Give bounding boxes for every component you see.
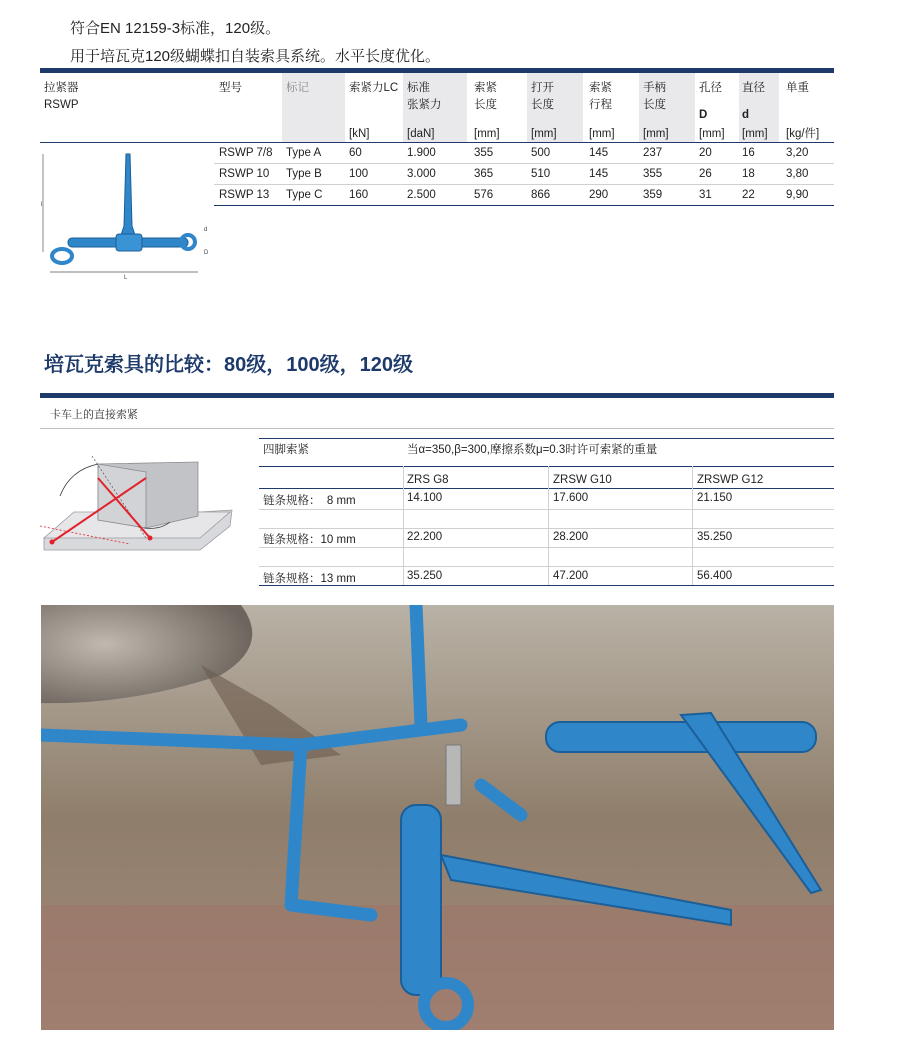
table-cell: 290 xyxy=(589,189,609,201)
table-cell: 22 xyxy=(742,189,755,201)
table-cell: 237 xyxy=(643,147,663,159)
capacity-value: 14.100 xyxy=(407,492,443,504)
col-header-label: 标准 张紧力 xyxy=(407,82,442,111)
chain-size-label: 链条规格：13 mm xyxy=(263,573,356,585)
col-header-label: 标记 xyxy=(286,82,309,94)
table-cell: RSWP 13 xyxy=(219,189,270,201)
capacity-value: 17.600 xyxy=(553,492,589,504)
col-header-symbol: d xyxy=(742,109,750,121)
col-header-unit: [mm] xyxy=(474,128,500,140)
intro-line-1: 符合EN 12159-3标准，120级。 xyxy=(70,20,281,37)
row-divider xyxy=(214,163,834,164)
table-cell: RSWP 10 xyxy=(219,168,270,180)
capacity-value: 47.200 xyxy=(553,570,589,582)
col-header-label: 型号 xyxy=(219,82,242,94)
tag-icon xyxy=(446,745,461,805)
anchor-point-icon xyxy=(148,536,153,541)
comp-header-bottom-rule xyxy=(259,466,834,467)
binder-barrel-icon xyxy=(401,805,441,995)
col-header-label: 索紧 长度 xyxy=(474,82,497,111)
comparison-subtitle: 卡车上的直接索紧 xyxy=(50,409,138,421)
chain-size-label: 链条规格： 8 mm xyxy=(263,495,356,507)
comparison-title: 培瓦克索具的比较：80级，100级，120级 xyxy=(44,354,413,376)
capacity-value: 21.150 xyxy=(697,492,733,504)
table-bottom-rule xyxy=(214,205,834,206)
col-header-unit: [mm] xyxy=(531,128,557,140)
table-cell: 1.900 xyxy=(407,147,436,159)
table-cell: 9,90 xyxy=(786,189,809,201)
column-divider xyxy=(548,466,549,585)
table-cell: Type C xyxy=(286,189,323,201)
grade-header: ZRS G8 xyxy=(407,474,449,486)
dimension-l-label: l xyxy=(41,202,43,208)
table-cell: 26 xyxy=(699,168,712,180)
row-divider xyxy=(259,509,834,510)
table-cell: 3,80 xyxy=(786,168,809,180)
table-cell: 160 xyxy=(349,189,369,201)
table-cell: 145 xyxy=(589,168,609,180)
col-header-label: 索紧 行程 xyxy=(589,82,612,111)
capacity-value: 28.200 xyxy=(553,531,589,543)
col-header-unit: [mm] xyxy=(742,128,768,140)
eye-left-icon xyxy=(52,249,72,263)
grade-header: ZRSW G10 xyxy=(553,474,612,486)
capacity-value: 22.200 xyxy=(407,531,443,543)
anchor-point-icon xyxy=(50,540,55,545)
grade-header: ZRSWP G12 xyxy=(697,474,764,486)
table-cell: 576 xyxy=(474,189,494,201)
product-name: 拉紧器 xyxy=(44,82,79,94)
table-cell: 18 xyxy=(742,168,755,180)
capacity-value: 35.250 xyxy=(407,570,443,582)
col-header-label: 索紧力LC xyxy=(349,82,399,94)
col-header-symbol: D xyxy=(699,109,708,121)
table-cell: 866 xyxy=(531,189,551,201)
dimension-L-label: L xyxy=(124,275,128,281)
row-divider xyxy=(259,528,834,529)
binder-barrel-icon xyxy=(546,722,816,752)
table-cell: 31 xyxy=(699,189,712,201)
table-cell: 20 xyxy=(699,147,712,159)
table-cell: 355 xyxy=(643,168,663,180)
table-cell: 16 xyxy=(742,147,755,159)
table-cell: 510 xyxy=(531,168,551,180)
comparison-top-rule xyxy=(40,393,834,398)
table-cell: 2.500 xyxy=(407,189,436,201)
table-cell: 145 xyxy=(589,147,609,159)
table-cell: Type B xyxy=(286,168,322,180)
handle-icon xyxy=(118,154,138,244)
dimension-D-label: D xyxy=(204,250,209,256)
comp-header-top-rule xyxy=(259,438,834,439)
col-header-label: 手柄 长度 xyxy=(643,82,666,111)
table-cell: 3.000 xyxy=(407,168,436,180)
ratchet-body-icon xyxy=(116,234,142,251)
table-cell: 100 xyxy=(349,168,369,180)
product-photo xyxy=(41,605,834,1030)
table-cell: 60 xyxy=(349,147,362,159)
col-header-label: 打开 长度 xyxy=(531,82,554,111)
row-divider xyxy=(259,488,834,489)
lashing-diagram xyxy=(40,450,235,560)
col-header-unit: [mm] xyxy=(589,128,615,140)
capacity-value: 56.400 xyxy=(697,570,733,582)
comp-header-left: 四脚索紧 xyxy=(263,444,309,456)
col-header-unit: [mm] xyxy=(699,128,725,140)
dimension-d-label: d xyxy=(204,227,208,233)
col-header-unit: [mm] xyxy=(643,128,669,140)
row-divider xyxy=(259,566,834,567)
col-header-unit: [kN] xyxy=(349,128,370,140)
table-cell: 365 xyxy=(474,168,494,180)
column-divider xyxy=(692,466,693,585)
table-cell: Type A xyxy=(286,147,322,159)
col-header-unit: [daN] xyxy=(407,128,435,140)
chain-size-label: 链条规格：10 mm xyxy=(263,534,356,546)
col-header-label: 直径 xyxy=(742,82,765,94)
intro-line-2: 用于培瓦克120级蝴蝶扣自装索具系统。水平长度优化。 xyxy=(70,48,441,65)
angle-alpha-arc xyxy=(60,464,98,496)
product-code: RSWP xyxy=(44,99,79,111)
table-cell: 500 xyxy=(531,147,551,159)
table-cell: 355 xyxy=(474,147,494,159)
col-header-unit: [kg/件] xyxy=(786,128,820,140)
col-header-label: 单重 xyxy=(786,82,809,94)
col-header-label: 孔径 xyxy=(699,82,722,94)
comp-header-right: 当α=350,β=300,摩擦系数μ=0.3时许可索紧的重量 xyxy=(407,444,658,456)
table-cell: 3,20 xyxy=(786,147,809,159)
column-divider xyxy=(403,466,404,585)
row-divider xyxy=(214,184,834,185)
subtitle-rule xyxy=(40,428,834,429)
table-cell: RSWP 7/8 xyxy=(219,147,273,159)
row-divider xyxy=(259,547,834,548)
table-cell: 359 xyxy=(643,189,663,201)
capacity-value: 35.250 xyxy=(697,531,733,543)
ratchet-binder-diagram xyxy=(40,148,215,283)
header-bottom-rule xyxy=(40,142,834,143)
